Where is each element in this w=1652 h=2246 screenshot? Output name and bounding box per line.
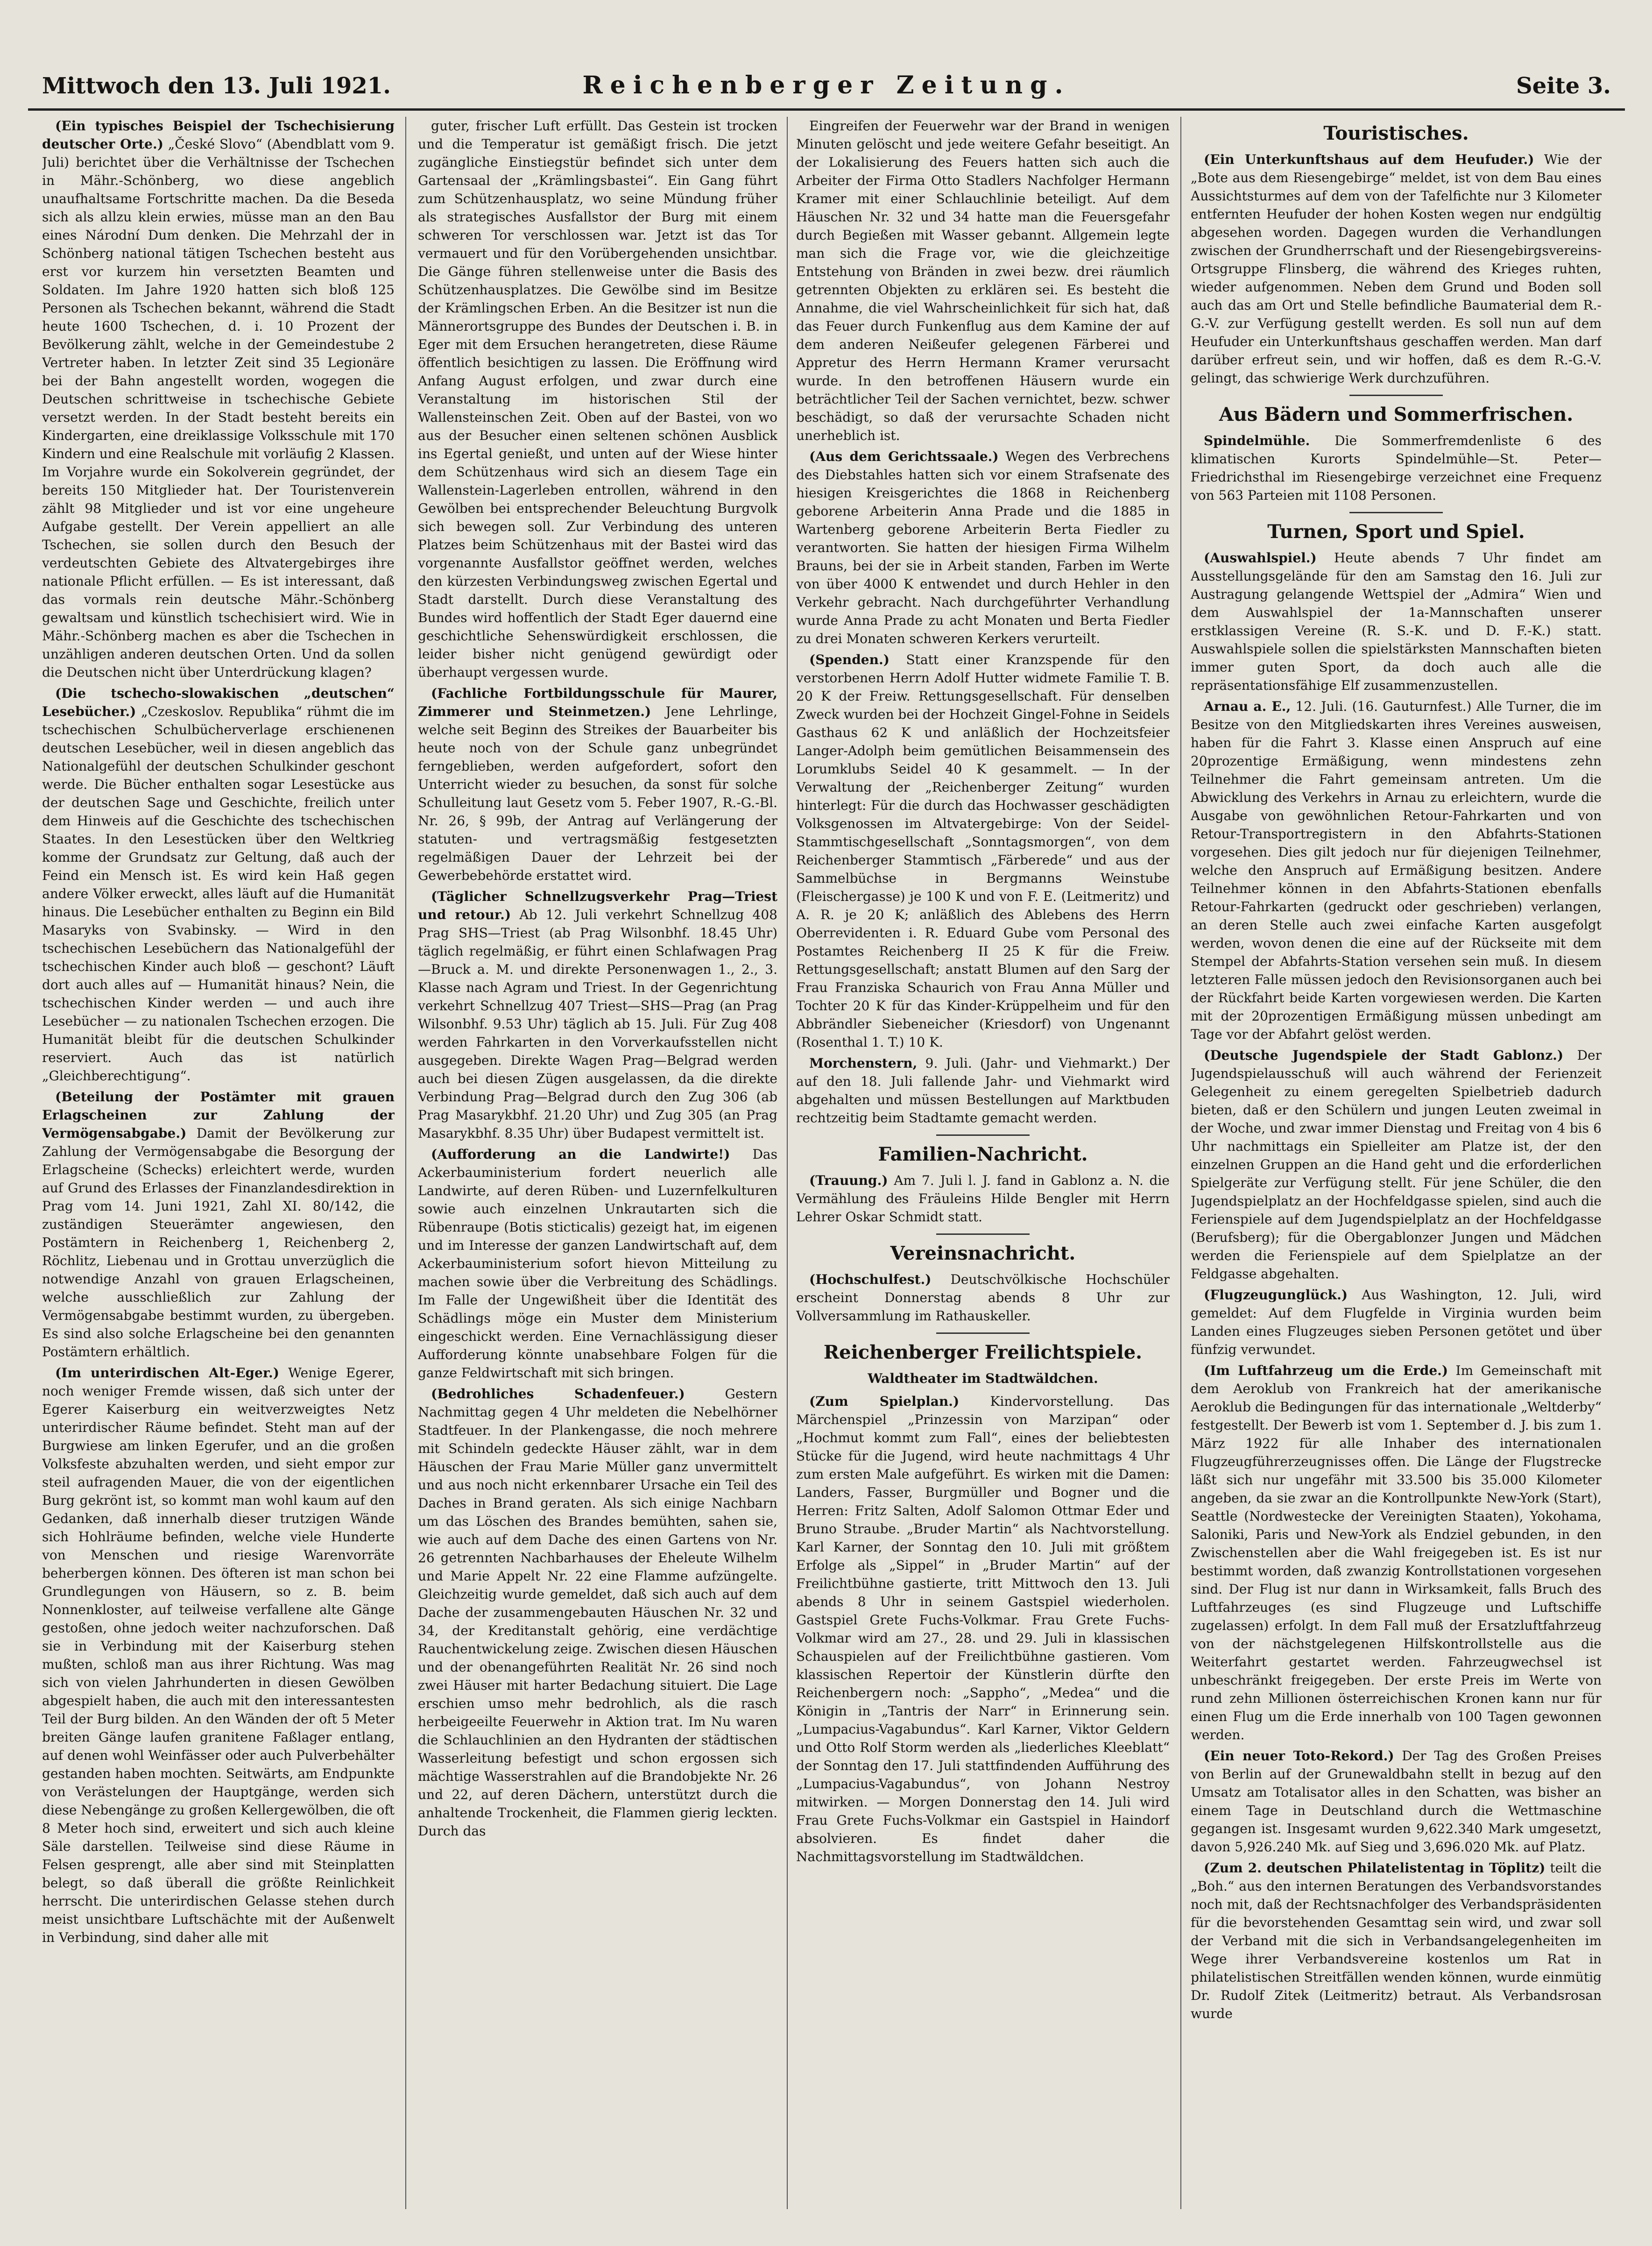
article-paragraph [1191,1747,1602,1856]
article-headline: Morchenstern, [809,1056,918,1071]
article-headline: (Trauung.) [809,1173,888,1188]
article-headline: (Zum 2. deutschen Philatelistentag in Töplitz) [1204,1860,1546,1876]
article-paragraph [42,1088,395,1361]
column-3 [796,117,1170,2218]
section-heading: Familien-Nachricht. [878,1143,1088,1165]
article-headline: (Fachliche Fortbildungsschule für Maurer, Zimmerer und Steinmetzen.) [418,686,777,719]
article-headline: (Aufforderung an die Landwirte!) [431,1147,730,1162]
header-rule [28,108,1625,111]
article-body: Aus Washington, 12. Juli, wird gemeldet: Auf dem Flugfelde in Virginia wurden beim Landen eines Flugzeuges sieben Personen getötet und über fünfzig verwundet. [1191,1287,1602,1357]
article-paragraph [1191,549,1602,694]
section-heading: Reichenberger Freilichtspiele. [823,1341,1143,1363]
article-body: Eingreifen der Feuerwehr war der Brand in wenigen Minuten gelöscht und jede weitere Gefahr beseitigt. An der Lokalisierung des Feuers hatten sich auch die Arbeiter der Firma Otto Stadlers Nachfolger Hermann Kramer mit einer Schlauchlinie beteiligt. Auf dem Häuschen Nr. 32 und 34 hatte man die Feuersgefahr durch Begießen mit Wasser gebannt. Allgemein legte man sich die Frage vor, wie die gleichzeitige Entstehung von Bränden in zwei bezw. drei räumlich getrennten Objekten zu erklären sei. Es besteht die Annahme, die viel Wahrscheinlichkeit für sich hat, daß das Feuer durch Funkenflug aus dem Kamine der auf dem anderen Neißeufer gelegenen Färberei und Appretur des Herrn Hermann Kramer verursacht wurde. In den betroffenen Häusern wurde ein beträchtlicher Teil der Sachen vernichtet, bezw. schwer beschädigt, so daß der verursachte Schaden nicht unerheblich ist. [796,118,1170,443]
masthead [42,70,1611,103]
column-4 [1191,117,1602,2218]
section-heading: Aus Bädern und Sommerfrischen. [1219,404,1574,425]
article-body: Der Tag des Großen Preises von Berlin auf der Grunewaldbahn stellt in bezug auf den Umsatz am Totalisator alles in den Schatten, was bisher an einem Tage in Deutschland durch die Wettmaschine gegangen ist. Insgesamt wurden 9,622.340 Mark umgesetzt, davon 5,926.240 Mk. auf Sieg und 3,696.020 Mk. auf Platz. [1191,1748,1602,1855]
article-paragraph [1191,1046,1602,1283]
article-body: Wenige Egerer, noch weniger Fremde wissen, daß sich unter der Egerer Kaiserburg ein weitverzweigtes Netz unterirdischer Räume befindet. Steht man auf der Burgwiese am linken Egerufer, und an die großen Volksfeste abzuhalten werden, und sieht empor zur steil aufragenden Mauer, die von der eigentlichen Burg gekrönt ist, so kommt man wohl kaum auf den Gedanken, daß innerhalb dieser trutzigen Wände sich Hohlräume befinden, welche viele Hunderte von Menschen und riesige Warenvorräte beherbergen können. Des öfteren ist man schon bei Grundlegungen von Häusern, so z. B. beim Nonnenkloster, auf teilweise verfallene alte Gänge gestoßen, ohne jedoch weiter nachzuforschen. Daß sie in Verbindung mit der Kaiserburg stehen mußten, schloß man aus ihrer Richtung. Was mag sich von vielen Jahrhunderten in diesen Gewölben abgespielt haben, die auch mit den interessantesten Teil der Burg bilden. An den Wänden der oft 5 Meter breiten Gänge laufen granitene Faßlager entlang, auf denen wohl Weinfässer oder auch Pulverbehälter gestanden haben mochten. Seitwärts, am Endpunkte von Verästelungen der Hauptgänge, werden sich diese Nebengänge zu großen Kellergewölben, die oft 8 Meter hoch sind, erweitert und sich auch kleine Säle darstellen. Teilweise sind diese Räume in Felsen gesprengt, alle aber sind mit Steinplatten belegt, so daß überall die größte Reinlichkeit herrscht. Die unterirdischen Gelasse stehen durch meist unsichtbare Luftschächte mit der Außenwelt in Verbindung, sind daher alle mit [42,1365,395,1945]
article-headline: (Ein neuer Toto-Rekord.) [1204,1748,1394,1764]
article-paragraph [1191,1286,1602,1359]
article-paragraph [796,1270,1170,1325]
article-headline: (Zum Spielplan.) [809,1394,960,1409]
article-body: Im Gemeinschaft mit dem Aeroklub von Frankreich hat der amerikanische Aeroklub die Bedingungen für das internationale „Weltderby“ festgestellt. Der Bewerb ist vom 1. September d. J. bis zum 1. März 1922 für alle Inhaber des internationalen Flugzeugführerzeugnisses offen. Die Länge der Flugstrecke läßt sich nur ungefähr mit 33.500 bis 35.000 Kilometer angeben, da sie zwar an die Kontrollpunkte New-York (Start), Seattle (Nordwestecke der Vereinigten Staaten), Yokohama, Saloniki, Paris und New-York als Endziel gebunden, in den Zwischenstellen aber die Wahl freigegeben ist. Es ist nur bestimmt worden, daß zwanzig Kontrollstationen vorgesehen sind. Der Flug ist nur dann in Wirksamkeit, falls Bruch des Luftfahrzeuges (es sind Flugzeuge und Luftschiffe zugelassen) erfolgt. In dem Fall muß der Ersatzluftfahrzeug von der nächstgelegenen Hilfskontrollstelle aus die Weiterfahrt gestartet werden. Fahrzeugwechsel ist unbeschränkt freigegeben. Der erste Preis im Werte von rund zehn Millionen österreichischen Kronen kann nur für einen Flug um die Erde innerhalb von 100 Tagen gewonnen werden. [1191,1363,1602,1743]
article-headline: (Ein Unterkunftshaus auf dem Heufuder.) [1204,152,1534,167]
article-paragraph [418,117,777,681]
section-heading: Turnen, Sport und Spiel. [1267,521,1525,543]
article-body: 9. Juli. (Jahr- und Viehmarkt.) Der auf den 18. Juli fallende Jahr- und Viehmarkt wird abgehalten und müssen Bestellungen auf Marktbuden rechtzeitig beim Stadtamte gemacht werden. [796,1056,1170,1126]
article-body: Die Sommerfremdenliste 6 des klimatischen Kurorts Spindelmühle—St. Peter—Friedrichsthal im Riesengebirge verzeichnet eine Frequenz von 563 Parteien mit 1108 Personen. [1191,433,1602,503]
article-headline: (Täglicher Schnellzugsverkehr Prag—Triest und retour.) [418,889,777,922]
article-paragraph [42,1364,395,1947]
article-paragraph [1191,150,1602,387]
article-paragraph [1191,432,1602,504]
section-divider [936,1332,1030,1334]
article-body: 12. Juli. (16. Gauturnfest.) Alle Turner, die im Besitze von den Mitgliedskarten ihres Vereines ausweisen, haben für die Fahrt 3. Klasse einen Anspruch auf eine 20prozentige Ermäßigung, wenn mindestens zehn Teilnehmer die Fahrt gemeinsam antreten. Um die Abwicklung des Verkehrs in Arnau zu erleichtern, wurde die Ausgabe von gewöhnlichen Retour-Fahrkarten und von Retour-Transportregistern in den Abfahrts-Stationen vorgesehen. Dies gilt jedoch nur für diejenigen Teilnehmer, welche den Anspruch auf Ermäßigung besitzen. Andere Teilnehmer können in den Abfahrts-Stationen ebenfalls Retour-Fahrkarten (gedruckt oder geschrieben) verlangen, an deren Stelle auch zwei einfache Karten ausgefolgt werden, wovon denen die eine auf der Rückseite mit dem Stempel der Abfahrts-Station versehen sein muß. In diesem letzteren Falle müssen jedoch den Revisionsorganen auch bei der Rückfahrt beide Karten vorgewiesen werden. Die Karten mit der 20prozentigen Ermäßigung müssen unbedingt am Tage vor der Abfahrt gelöst werden. [1191,699,1602,1042]
section-divider [1349,512,1443,513]
article-headline: (Die tschecho-slowakischen „deutschen“ Lesebücher.) [42,686,395,719]
article-paragraph [1191,1361,1602,1744]
column-2 [418,117,777,2218]
section-divider [1349,395,1443,396]
article-paragraph [796,117,1170,445]
article-body: teilt die „Boh.“ aus den internen Beratungen des Verbandsvorstandes noch mit, daß der Rechtsnachfolger des Verbandspräsidenten für die bevorstehenden Gesamttag sein wird, und zwar soll der Verband mit die sich in Verbandsangelegenheiten im Wege ihrer Verbandsvereine kostenlos um Rat in philatelistischen Streitfällen wenden können, wurde einmütig Dr. Rudolf Zitek (Leitmeritz) betraut. Als Verbandsrosan wurde [1191,1860,1602,2021]
article-paragraph [418,887,777,1142]
article-body: „České Slovo“ (Abendblatt vom 9. Juli) berichtet über die Verhältnisse der Tschechen in Mähr.-Schönberg, wo diese angeblich unaufhaltsame Fortschritte machen. Da die Beseda sich als allzu klein erwies, müsse man an den Bau eines Národní Dum denken. Die Mehrzahl der in Schönberg national tätigen Tschechen besteht aus erst vor kurzem hin versetzten Beamten und Soldaten. Im Jahre 1920 hatten sich bloß 125 Personen als Tschechen bekannt, während die Stadt heute 1600 Tschechen, d. i. 10 Prozent der Bevölkerung zählt, welche in der Gemeindestube 2 Vertreter haben. In letzter Zeit sind 35 Legionäre bei der Bahn angestellt worden, wogegen die Deutschen schrittweise in tschechische Gebiete versetzt werden. In der Stadt besteht bereits ein Kindergarten, eine dreiklassige Volksschule mit 170 Kindern und eine Realschule mit vorläufig 2 Klassen. Im Vorjahre wurde ein Sokolverein gegründet, der bereits 150 Mitglieder hat. Der Touristenverein zählt 98 Mitglieder und ist vor eine ungeheure Aufgabe gestellt. Der Verein appelliert an alle Tschechen, sie sollen durch den Besuch der verdeutschten Gebiete des Altvatergebirges ihre nationale Pflicht erfüllen. — Es ist interessant, daß das vormals rein deutsche Mähr.-Schönberg gewaltsam und künstlich tschechisiert wird. Wie in Mähr.-Schönberg machen es aber die Tschechen in unzähligen anderen deutschen Orten. Und da sollen die Deutschen nicht über Unterdrückung klagen? [42,136,395,680]
article-paragraph [796,1171,1170,1226]
article-headline: (Spenden.) [809,652,890,667]
article-headline: (Aus dem Gerichtssaale.) [809,449,999,464]
article-body: Gestern Nachmittag gegen 4 Uhr meldeten die Nebelhörner Stadtfeuer. In der Plankengasse, die noch mehrere mit Schindeln gedeckte Häuser zählt, war in dem Häuschen der Frau Marie Müller ganz unvermittelt und aus noch nicht erkennbarer Ursache ein Teil des Daches in Brand geraten. Als sich einige Nachbarn um das Löschen des Brandes bemühten, sahen sie, wie auch auf dem Dache des einen Gartens von Nr. 26 getrennten Nachbarhauses der Eheleute Wilhelm und Marie Appelt Nr. 22 eine Flamme aufzüngelte. Gleichzeitig wurde gemeldet, daß sich auch auf dem Dache der zusammengebauten Häuschen Nr. 32 und 34, der Kreditanstalt gehörig, eine verdächtige Rauchentwickelung zeige. Zwischen diesen Häuschen und der obenangeführten Realität Nr. 26 sind noch zwei Häuser mit harter Bedachung situiert. Die Lage erschien umso mehr bedrohlich, als die rasch herbeigeeilte Feuerwehr in Aktion trat. Im Nu waren die Schlauchlinien an den Hydranten der städtischen Wasserleitung befestigt und schon ergossen sich mächtige Wasserstrahlen auf die Brandobjekte Nr. 26 und 22, auf deren Dächern, unterstützt durch die anhaltende Trockenheit, die Flammen gierig leckten. Durch das [418,1386,777,1839]
article-body: Ab 12. Juli verkehrt Schnellzug 408 Prag SHS—Triest (ab Prag Wilsonbhf. 18.45 Uhr) täglich regelmäßig, er führt einen Schlafwagen Prag—Bruck a. M. und direkte Personenwagen 1., 2., 3. Klasse nach Agram und Triest. In der Gegenrichtung verkehrt Schnellzug 407 Triest—SHS—Prag (an Prag Wilsonbhf. 9.53 Uhr) täglich ab 15. Juli. Für Zug 408 werden Fahrkarten in den Vorverkaufsstellen nicht ausgegeben. Direkte Wagen Prag—Belgrad werden auch bei diesen Zügen ausgelassen, da die direkte Verbindung Prag—Belgrad durch den Zug 306 (ab Prag Masarykbhf. 21.20 Uhr) und Zug 305 (an Prag Masarykbhf. 8.35 Uhr) über Budapest vermittelt ist. [418,907,777,1141]
article-headline: (Ein typisches Beispiel der Tschechisierung deutscher Orte.) [42,118,395,152]
article-body: Wegen des Verbrechens des Diebstahles hatten sich vor einem Strafsenate des hiesigen Kreisgerichtes die 1868 in Reichenberg geborene Arbeiterin Anna Prade und die 1885 in Wartenberg geborene Arbeiterin Berta Fiedler zu verantworten. Sie hatten der hiesigen Firma Wilhelm Brauns, bei der sie in Arbeit standen, Farben im Werte von über 4000 K entwendet und durch Hehler in den Verkehr gebracht. Nach durchgeführter Verhandlung wurde Anna Prade zu acht Monaten und Berta Fiedler zu drei Monaten schweren Kerkers verurteilt. [796,449,1170,646]
article-paragraph [796,651,1170,1051]
article-headline: (Bedrohliches Schadenfeuer.) [431,1386,685,1402]
article-headline: (Flugzeugunglück.) [1204,1287,1348,1303]
article-headline: (Auswahlspiel.) [1204,550,1317,566]
article-body: „Czeskoslov. Republika“ rühmt die im tschechischen Schulbücherverlage erschienenen deutschen Lesebücher, weil in diesen angeblich das Nationalgefühl der deutschen Schulkinder geschont werde. Die Bücher enthalten sogar Lesestücke aus der deutschen Sage und Geschichte, freilich unter dem Hinweis auf die Geschichte des tschechischen Staates. In den Lesestücken über den Weltkrieg komme der Grundsatz zur Geltung, daß auch der Feind ein Mensch ist. Es wird kein Haß gegen andere Völker erweckt, alles läuft auf die Humanität hinaus. Die Lesebücher enthalten zu Beginn ein Bild Masaryks von Svabinsky. — Wird in den tschechischen Lesebüchern das Nationalgefühl der tschechischen Kinder auch bloß — geschont? Läuft dort auch alles auf — Humanität hinaus? Nein, die tschechischen Kinder werden — und auch ihre Lesebücher — zu nationalen Tschechen erzogen. Die Humanität bleibt für die deutschen Schulkinder reserviert. Auch das ist natürlich „Gleichberechtigung“. [42,704,395,1084]
article-body: Jene Lehrlinge, welche seit Beginn des Streikes der Bauarbeiter bis heute noch von der Schule ganz unbegründet ferngeblieben, werden aufgefordert, sofort den Unterricht wieder zu besuchen, da sonst für solche Schulleitung laut Gesetz vom 5. Feber 1907, R.-G.-Bl. Nr. 26, § 99b, der Antrag auf Verlängerung der statuten- und vertragsmäßig festgesetzten regelmäßigen Dauer der Lehrzeit bei der Gewerbebehörde erstattet wird. [418,704,777,883]
article-body: Das Ackerbauministerium fordert neuerlich alle Landwirte, auf deren Rüben- und Luzernfelkulturen sowie auch einzelnen Unkrautarten sich die Rübenraupe (Botis sticticalis) gezeigt hat, im eigenen und im Interesse der ganzen Landwirtschaft auf, dem Ackerbauministerium sofort hievon Mitteilung zu machen sowie über die Verbreitung des Schädlings. Im Falle der Ungewißheit über die Identität des Schädlings möge ein Muster dem Ministerium eingeschickt werden. Eine Vernachlässigung dieser Aufforderung könnte unabsehbare Folgen für die ganze Feldwirtschaft mit sich bringen. [418,1147,777,1381]
section-divider [936,1233,1030,1235]
article-body: Am 7. Juli l. J. fand in Gablonz a. N. die Vermählung des Fräuleins Hilde Bengler mit Herrn Lehrer Oskar Schmidt statt. [796,1173,1170,1225]
article-headline: (Im Luftfahrzeug um die Erde.) [1204,1363,1448,1378]
article-body: Damit der Bevölkerung zur Zahlung der Vermögensabgabe die Besorgung der Erlagscheine (Schecks) erleichtert werde, wurden auf Grund des Erlasses der Finanzlandesdirektion in Prag vom 14. Juni 1921, Zahl XI. 80/142, die zuständigen Steuerämter angewiesen, den Postämtern in Reichenberg 1, Reichenberg 2, Röchlitz, Liebenau und in Grottau unverzüglich die notwendige Anzahl von grauen Erlagscheinen, welche ausschließlich zur Zahlung der Vermögensabgabe bestimmt wurden, zu übergeben. Es sind also solche Erlagscheine bei den genannten Postämtern erhältlich. [42,1126,395,1360]
page-number: Seite 3. [1516,73,1611,99]
article-body: Heute abends 7 Uhr findet am Ausstellungsgelände für den am Samstag den 16. Juli zur Austragung gelangende Wettspiel der „Admira“ Wien und dem Auswahlspiel der 1a-Mannschaften unserer erstklassigen Vereine (R. S.-K. und D. F.-K.) statt. Auswahlspiele sollen die spielstärksten Mannschaften bieten immer guten Sport, da doch auch alle die repräsentationsfähige Elf zusammenzustellen. [1191,550,1602,693]
article-paragraph [418,1145,777,1382]
newspaper-title: Reichenberger Zeitung. [582,71,1071,99]
issue-date: Mittwoch den 13. Juli 1921. [42,73,391,99]
column-1 [42,117,395,2218]
article-paragraph [418,1385,777,1840]
article-body: Deutschvölkische Hochschüler erscheint Donnerstag abends 8 Uhr zur Vollversammlung im Rathauskeller. [796,1272,1170,1324]
column-separator [1180,117,1181,2209]
column-separator [405,117,406,2209]
article-body: Statt einer Kranzspende für den verstorbenen Herrn Adolf Hutter widmete Familie T. B. 20 K der Freiw. Rettungsgesellschaft. Für denselben Zweck wurden bei der Hochzeit Gingel-Fohne in Seidels Gasthaus 62 K und anläßlich der Hochzeitsfeier Langer-Adolph beim gemütlichen Beisammensein des Lorumklubs Seidel 40 K gesammelt. — In der Verwaltung der „Reichenberger Zeitung“ wurden hinterlegt: Für die durch das Hochwasser geschädigten Volksgenossen im Altvatergebirge: Von der Seidel-Stammtischgesellschaft „Sonntagsmorgen“, von dem Reichenberger Stammtisch „Färberede“ und aus der Sammelbüchse in Bergmanns Weinstube (Fleischergasse) je 100 K und von F. E. (Leitmeritz) und A. R. je 20 K; anläßlich des Ablebens des Herrn Oberrevidenten i. R. Eduard Gube vom Personal des Postamtes Reichenberg II 25 K für die Freiw. Rettungsgesellschaft; anstatt Blumen auf den Sarg der Frau Franziska Schaurich von Frau Anna Müller und Tochter 20 K für das Kinder-Krüppelheim und für den Abbrändler Siebeneicher (Kriesdorf) von Ungenannt (Rosenthal 1. T.) 10 K. [796,652,1170,1050]
article-body: Wie der „Bote aus dem Riesengebirge“ meldet, ist von dem Bau eines Aussichtsturmes auf dem von der Tafelfichte nur 3 Kilometer entfernten Heufuder der hohen Kosten wegen nur endgültig abgesehen worden. Dagegen wurden die Verhandlungen zwischen der Grundherrschaft und der Riesengebirgsvereins-Ortsgruppe Flinsberg, die während des Krieges ruhten, wieder aufgenommen. Neben dem Grund und Boden soll auch das am Ort und Stelle befindliche Baumaterial dem R.-G.-V. zur Verfügung gestellt werden. Es soll nun auf dem Heufuder ein Unterkunftshaus geschaffen werden. Man darf darüber erfreut sein, und wir hoffen, daß es dem R.-G.-V. gelingt, das schwierige Werk durchzuführen. [1191,152,1602,386]
article-paragraph [796,1054,1170,1127]
article-headline: (Im unterirdischen Alt-Eger.) [55,1365,279,1381]
article-paragraph [796,447,1170,648]
section-heading: Touristisches. [1323,122,1469,144]
article-paragraph [1191,697,1602,1043]
article-paragraph [1191,1859,1602,2023]
article-paragraph [418,684,777,885]
section-divider [936,1134,1030,1136]
article-headline: (Hochschulfest.) [809,1272,932,1287]
article-paragraph [796,1392,1170,1866]
column-separator [787,117,788,2209]
article-body: Der Jugendspielausschuß will auch während der Ferienzeit Gelegenheit zu einem geregelten Spielbetrieb dadurch bieten, daß er den Schülern und jungen Leuten zweimal in der Woche, und zwar immer Dienstag und Freitag von 4 bis 6 Uhr nachmittags ein Spielleiter am Platze ist, der den einzelnen Gruppen an die Hand geht und die erforderlichen Spielgeräte zur Verfügung stellt. Für jene Schüler, die den Jugendspielplatz an der Hochfeldgasse spielen, sind auch die Ferienspiele auf dem Jugendspielplatz an der Hochfeldgasse (Berufsberg); für die Obergablonzer Jungen und Mädchen werden die Ferienspiele auf dem Spielplatze an der Feldgasse abgehalten. [1191,1048,1602,1282]
article-body: Kindervorstellung. Das Märchenspiel „Prinzessin von Marzipan“ oder „Hochmut kommt zum Fall“, eines der beliebtesten Stücke für die Jugend, wird heute nachmittags 4 Uhr zum ersten Male aufgeführt. Es wirken mit die Damen: Landers, Fasser, Burgmüller und Bogner und die Herren: Fritz Salten, Adolf Salomon Ottmar Eder und Bruno Straube. „Bruder Martin“ als Nachtvorstellung. Karl Karner, der Sonntag den 10. Juli mit größtem Erfolge als „Sippel“ in „Bruder Martin“ auf der Freilichtbühne gastierte, tritt Mittwoch den 13. Juli abends 8 Uhr in seinem Gastspiel wiederholen. Gastspiel Grete Fuchs-Volkmar. Frau Grete Fuchs-Volkmar wird am 27., 28. und 29. Juli in klassischen Schauspielen auf der Freilichtbühne gastieren. Vom klassischen Repertoir der Künstlerin dürfte den Reichenbergern noch: „Sappho“, „Medea“ und die Königin in „Tantris der Narr“ in Erinnerung sein. „Lumpacius-Vagabundus“. Karl Karner, Viktor Geldern und Otto Rolf Storm werden als „liederliches Kleeblatt“ der Sonntag den 17. Juli stattfindenden Aufführung des „Lumpacius-Vagabundus“, von Johann Nestroy mitwirken. — Morgen Donnerstag den 14. Juli wird Frau Grete Fuchs-Volkmar ein Gastspiel in Haindorf absolvieren. Es findet daher die Nachmittagsvorstellung im Stadtwäldchen. [796,1394,1170,1864]
article-paragraph [42,684,395,1085]
article-headline: (Deutsche Jugendspiele der Stadt Gablonz.) [1204,1048,1564,1063]
section-heading: Vereinsnachricht. [890,1242,1076,1264]
section-subheading: Waldtheater im Stadtwäldchen. [868,1371,1098,1386]
article-headline: Arnau a. E., [1204,699,1291,714]
article-headline: Spindelmühle. [1204,433,1310,448]
article-headline: (Beteilung der Postämter mit grauen Erlagscheinen zur Zahlung der Vermögensabgabe.) [42,1089,395,1141]
article-body: guter, frischer Luft erfüllt. Das Gestein ist trocken und die Temperatur ist gemäßigt frisch. Die jetzt zugängliche Einstiegstür befindet sich unter dem Gartensaal der „Krämlingsbastei“. Ein Gang führt zum Schützenhausplatz, wo seine Mündung früher als strategisches Ausfallstor der Burg mit einem schweren Tor verschlossen war. Jetzt ist das Tor vermauert und für den Vorübergehenden unsichtbar. Die Gänge führen stellenweise unter die Basis des Schützenhausplatzes. Die Gewölbe sind im Besitze der Krämlingschen Erben. An die Besitzer ist nun die Männerortsgruppe des Bundes der Deutschen i. B. in Eger mit dem Ersuchen herangetreten, diese Räume öffentlich besichtigen zu lassen. Die Eröffnung wird Anfang August erfolgen, und zwar durch eine Veranstaltung im historischen Stil der Wallensteinschen Zeit. Oben auf der Bastei, von wo aus der Besucher einen seltenen schönen Ausblick ins Egertal genießt, und unten auf der Wiese hinter dem Schützenhaus wird sich an diesem Tage ein Wallenstein-Lagerleben entrollen, während in den Gewölben bei entsprechender Beleuchtung Burgvolk sich bewegen soll. Zur Verbindung des unteren Platzes beim Schützenhaus mit der Bastei wird das vorgenannte Ausfallstor geöffnet werden, welches den kürzesten Verbindungsweg zwischen Egertal und Stadt darstellt. Durch diese Veranstaltung des Bundes wird hoffentlich der Stadt Eger dauernd eine geschichtliche Sehenswürdigkeit erschlossen, die leider bisher nicht genügend gewürdigt oder überhaupt vergessen wurde. [418,118,777,680]
article-paragraph [42,117,395,681]
